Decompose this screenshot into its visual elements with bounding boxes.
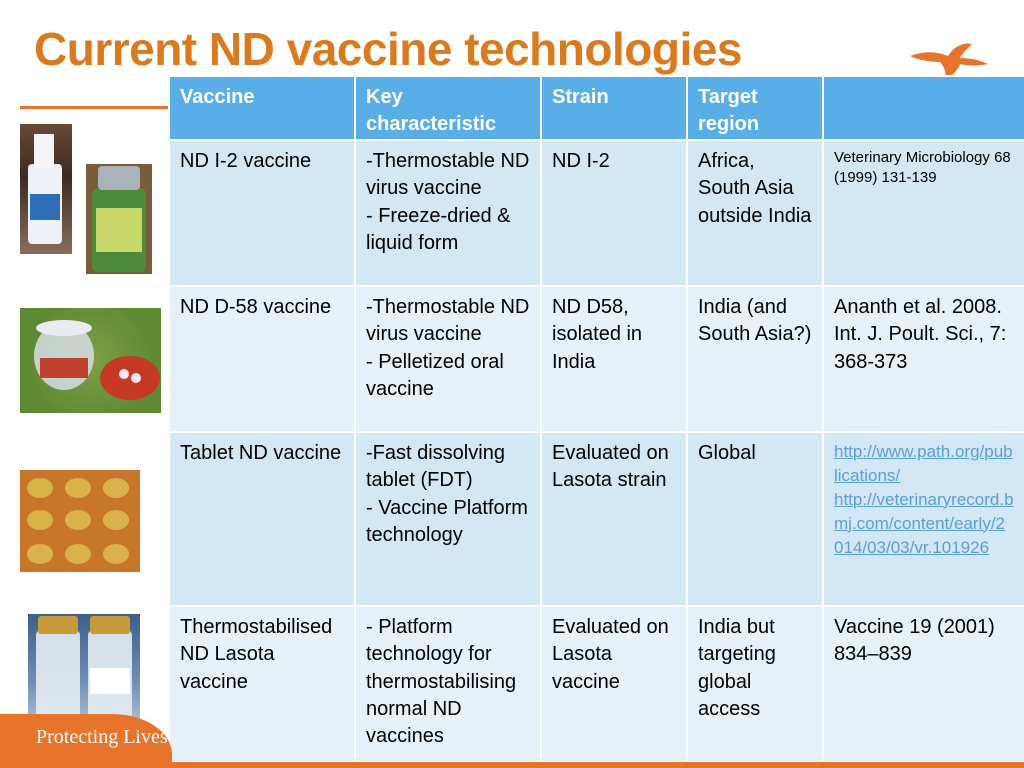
cell-reference [823, 432, 1024, 606]
characteristic-line: - Platform technology for thermostabilising normal ND vaccines [366, 615, 517, 748]
cell-vaccine: ND I-2 vaccine [169, 140, 355, 286]
header-target-region: Target region [687, 76, 823, 140]
table-row [169, 432, 1024, 606]
cell-strain: ND I-2 [541, 140, 687, 286]
photo-pelleted-vaccine [20, 308, 161, 413]
cell-vaccine: Tablet ND vaccine [169, 432, 355, 606]
characteristic-line: - Freeze-dried & liquid form [366, 204, 511, 255]
characteristic-line: - Pelletized oral vaccine [366, 350, 504, 401]
cell-reference: Veterinary Microbiology 68 (1999) 131-139 [823, 140, 1024, 286]
cell-characteristic [355, 140, 541, 286]
table-row [169, 140, 1024, 286]
characteristic-line: -Fast dissolving tablet (FDT) [366, 441, 505, 492]
cell-strain: Evaluated on Lasota strain [541, 432, 687, 606]
photo-vaccine-dropper [20, 124, 72, 254]
cell-region: Global [687, 432, 823, 606]
photo-lasota-vials [28, 614, 140, 724]
photo-nd-i2-vial [86, 164, 152, 274]
cell-strain: Evaluated on Lasota vaccine [541, 606, 687, 762]
cell-vaccine: Thermostabilised ND Lasota vaccine [169, 606, 355, 762]
photo-tablet-blister [20, 470, 140, 572]
characteristic-line: -Thermostable ND virus vaccine [366, 149, 530, 200]
title-underline [20, 106, 172, 109]
header-key-characteristic: Key characteristic [355, 76, 541, 140]
cell-strain: ND D58, isolated in India [541, 286, 687, 432]
cell-reference: Vaccine 19 (2001) 834–839 [823, 606, 1024, 762]
cell-region: Africa, South Asia outside India [687, 140, 823, 286]
table-row [169, 286, 1024, 432]
footer-tagline: Protecting Lives [36, 726, 168, 748]
header-vaccine: Vaccine [169, 76, 355, 140]
table-row [169, 606, 1024, 762]
footer-line [0, 762, 1024, 768]
cell-characteristic [355, 432, 541, 606]
cell-characteristic [355, 286, 541, 432]
cell-region: India (and South Asia?) [687, 286, 823, 432]
characteristic-line: -Thermostable ND virus vaccine [366, 295, 530, 346]
slide-title: Current ND vaccine technologies [34, 23, 742, 75]
cell-characteristic [355, 606, 541, 762]
cell-reference: Ananth et al. 2008. Int. J. Poult. Sci., 7: 368-373 [823, 286, 1024, 432]
cell-region: India but targeting global access [687, 606, 823, 762]
cell-vaccine: ND D-58 vaccine [169, 286, 355, 432]
header-reference [823, 76, 1024, 140]
characteristic-line: - Vaccine Platform technology [366, 496, 528, 547]
table-header-row [169, 76, 1024, 140]
header-strain: Strain [541, 76, 687, 140]
reference-link-vetrecord[interactable]: http://veterinaryrecord.bmj.com/content/early/2014/03/03/vr.101926 [834, 489, 1014, 557]
vaccine-technologies-table [168, 75, 1024, 763]
reference-link-path[interactable]: http://www.path.org/publications/ [834, 441, 1013, 485]
